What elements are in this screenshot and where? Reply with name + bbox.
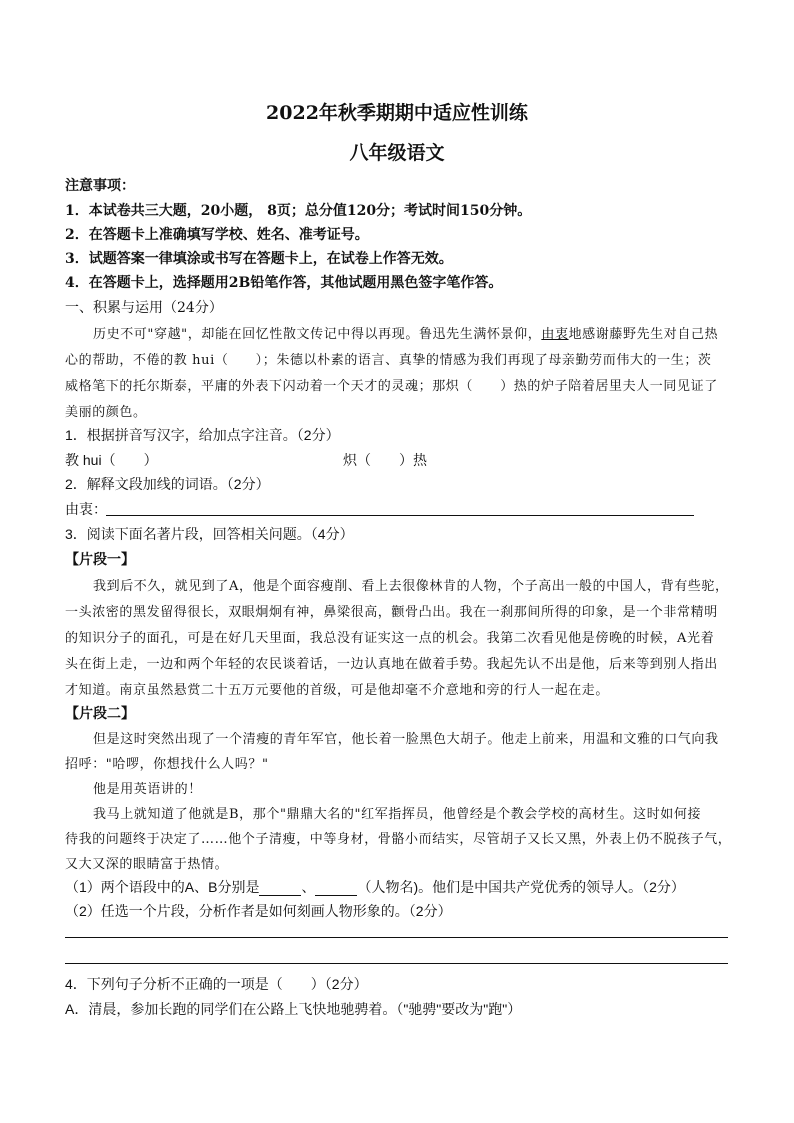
exam-title: 2022年秋季期期中适应性训练 [266,102,528,124]
answer-line-1 [65,937,728,938]
fragment-2-title: 【片段二】 [65,706,135,722]
section-1-heading: 一、积累与运用（24分） [65,300,223,316]
q1-prompt: 1．根据拼音写汉字，给加点字注音。（2分） [65,427,340,443]
q3-sub-2: （2）任选一个片段，分析作者是如何刻画人物形象的。（2分） [65,903,452,919]
q1-answer-right: 炽（ ）热 [343,452,427,468]
underlined-word: 由衷 [541,327,569,342]
q2-label: 由衷： [65,501,107,517]
answer-blank-b [315,879,357,896]
passage-line-4: 美丽的颜色。 [65,405,147,420]
passage-line-1 [93,323,718,342]
notice-item-4: 4．在答题卡上，选择题用2B铅笔作答，其他试题用黑色签字笔作答。 [65,275,503,291]
fragment-2-line-6: 又大又深的眼睛富于热情。 [65,857,229,872]
fragment-2-line-4: 我马上就知道了他就是B，那个"鼎鼎大名的"红军指挥员，他曾经是个教会学校的高材生。这时如何接 [93,807,702,822]
passage-line-3: 威格笔下的托尔斯泰，平庸的外表下闪动着一个天才的灵魂；那炽（ ）热的炉子陪着居里夫人一同见证了 [65,379,718,394]
q2-answer-line [106,515,694,516]
q4-option-a: A．清晨，参加长跑的同学们在公路上飞快地驰骋着。（"驰骋"要改为"跑"） [65,1001,522,1017]
passage-line-2: 心的帮助，不倦的教 hui（ ）；朱德以朴素的语言、真挚的情感为我们再现了母亲勤劳而伟大的一生；茨 [65,353,712,368]
fragment-1-title: 【片段一】 [65,552,135,568]
answer-blank-a [259,879,301,896]
q3-sub-1-end: （人物名)。他们是中国共产党优秀的领导人。（2分） [357,879,685,895]
fragment-2-line-1: 但是这时突然出现了一个清瘦的青年军官，他长着一脸黑色大胡子。他走上前来，用温和文雅的口气向我 [93,732,719,747]
fragment-2-line-2: 招呼："哈啰，你想找什么人吗？" [65,757,269,772]
fragment-1-line-1: 我到后不久，就见到了A，他是个面容瘦削、看上去很像林肯的人物，个子高出一般的中国人，背有些驼， [93,579,729,594]
passage-line-1-start: 历史不可"穿越"，却能在回忆性散文传记中得以再现。鲁迅先生满怀景仰， [93,327,542,342]
fragment-2-line-3: 他是用英语讲的！ [93,782,202,797]
q3-prompt: 3．阅读下面名著片段，回答相关问题。（4分） [65,526,354,542]
answer-line-2 [65,963,728,964]
fragment-1-line-4: 头在街上走，一边和两个年轻的农民谈着话，一边认真地在做着手势。我起先认不出是他，后来等到别人指出 [65,657,718,672]
notice-item-2: 2．在答题卡上准确填写学校、姓名、准考证号。 [65,227,369,243]
notice-heading: 注意事项： [65,178,135,194]
q1-answer-left: 教 hui（ ） [65,452,158,468]
q2-prompt: 2．解释文段加线的词语。（2分） [65,476,270,492]
notice-item-1: 1．本试卷共三大题，20小题， 8页；总分值120分；考试时间150分钟。 [65,203,532,219]
fragment-1-line-5: 才知道。南京虽然悬赏二十五万元要他的首级，可是他却毫不介意地和旁的行人一起在走。 [65,683,610,698]
q3-sub-1 [65,877,685,897]
q4-prompt: 4．下列句子分析不正确的一项是（ ）（2分） [65,976,368,992]
fragment-1-line-2: 一头浓密的黑发留得很长，双眼炯炯有神，鼻梁很高，颧骨凸出。我在一刹那间所得的印象，是一个非常精明 [65,605,718,620]
fragment-2-line-5: 待我的问题终于决定了……他个子清瘦，中等身材，骨骼小而结实，尽管胡子又长又黑，外表上仍不脱孩子气， [65,832,732,847]
passage-line-1-end: 地感谢藤野先生对自己热 [568,327,719,342]
q3-sub-1-start: （1）两个语段中的A、B分别是 [65,879,260,895]
q3-sub-1-separator: 、 [301,879,316,895]
fragment-1-line-3: 的知识分子的面孔，可是在好几天里面，我总没有证实这一点的机会。我第二次看见他是傍晚的时候，A光着 [65,631,715,646]
exam-subtitle: 八年级语文 [349,142,445,164]
notice-item-3: 3．试题答案一律填涂或书写在答题卡上，在试卷上作答无效。 [65,251,453,267]
